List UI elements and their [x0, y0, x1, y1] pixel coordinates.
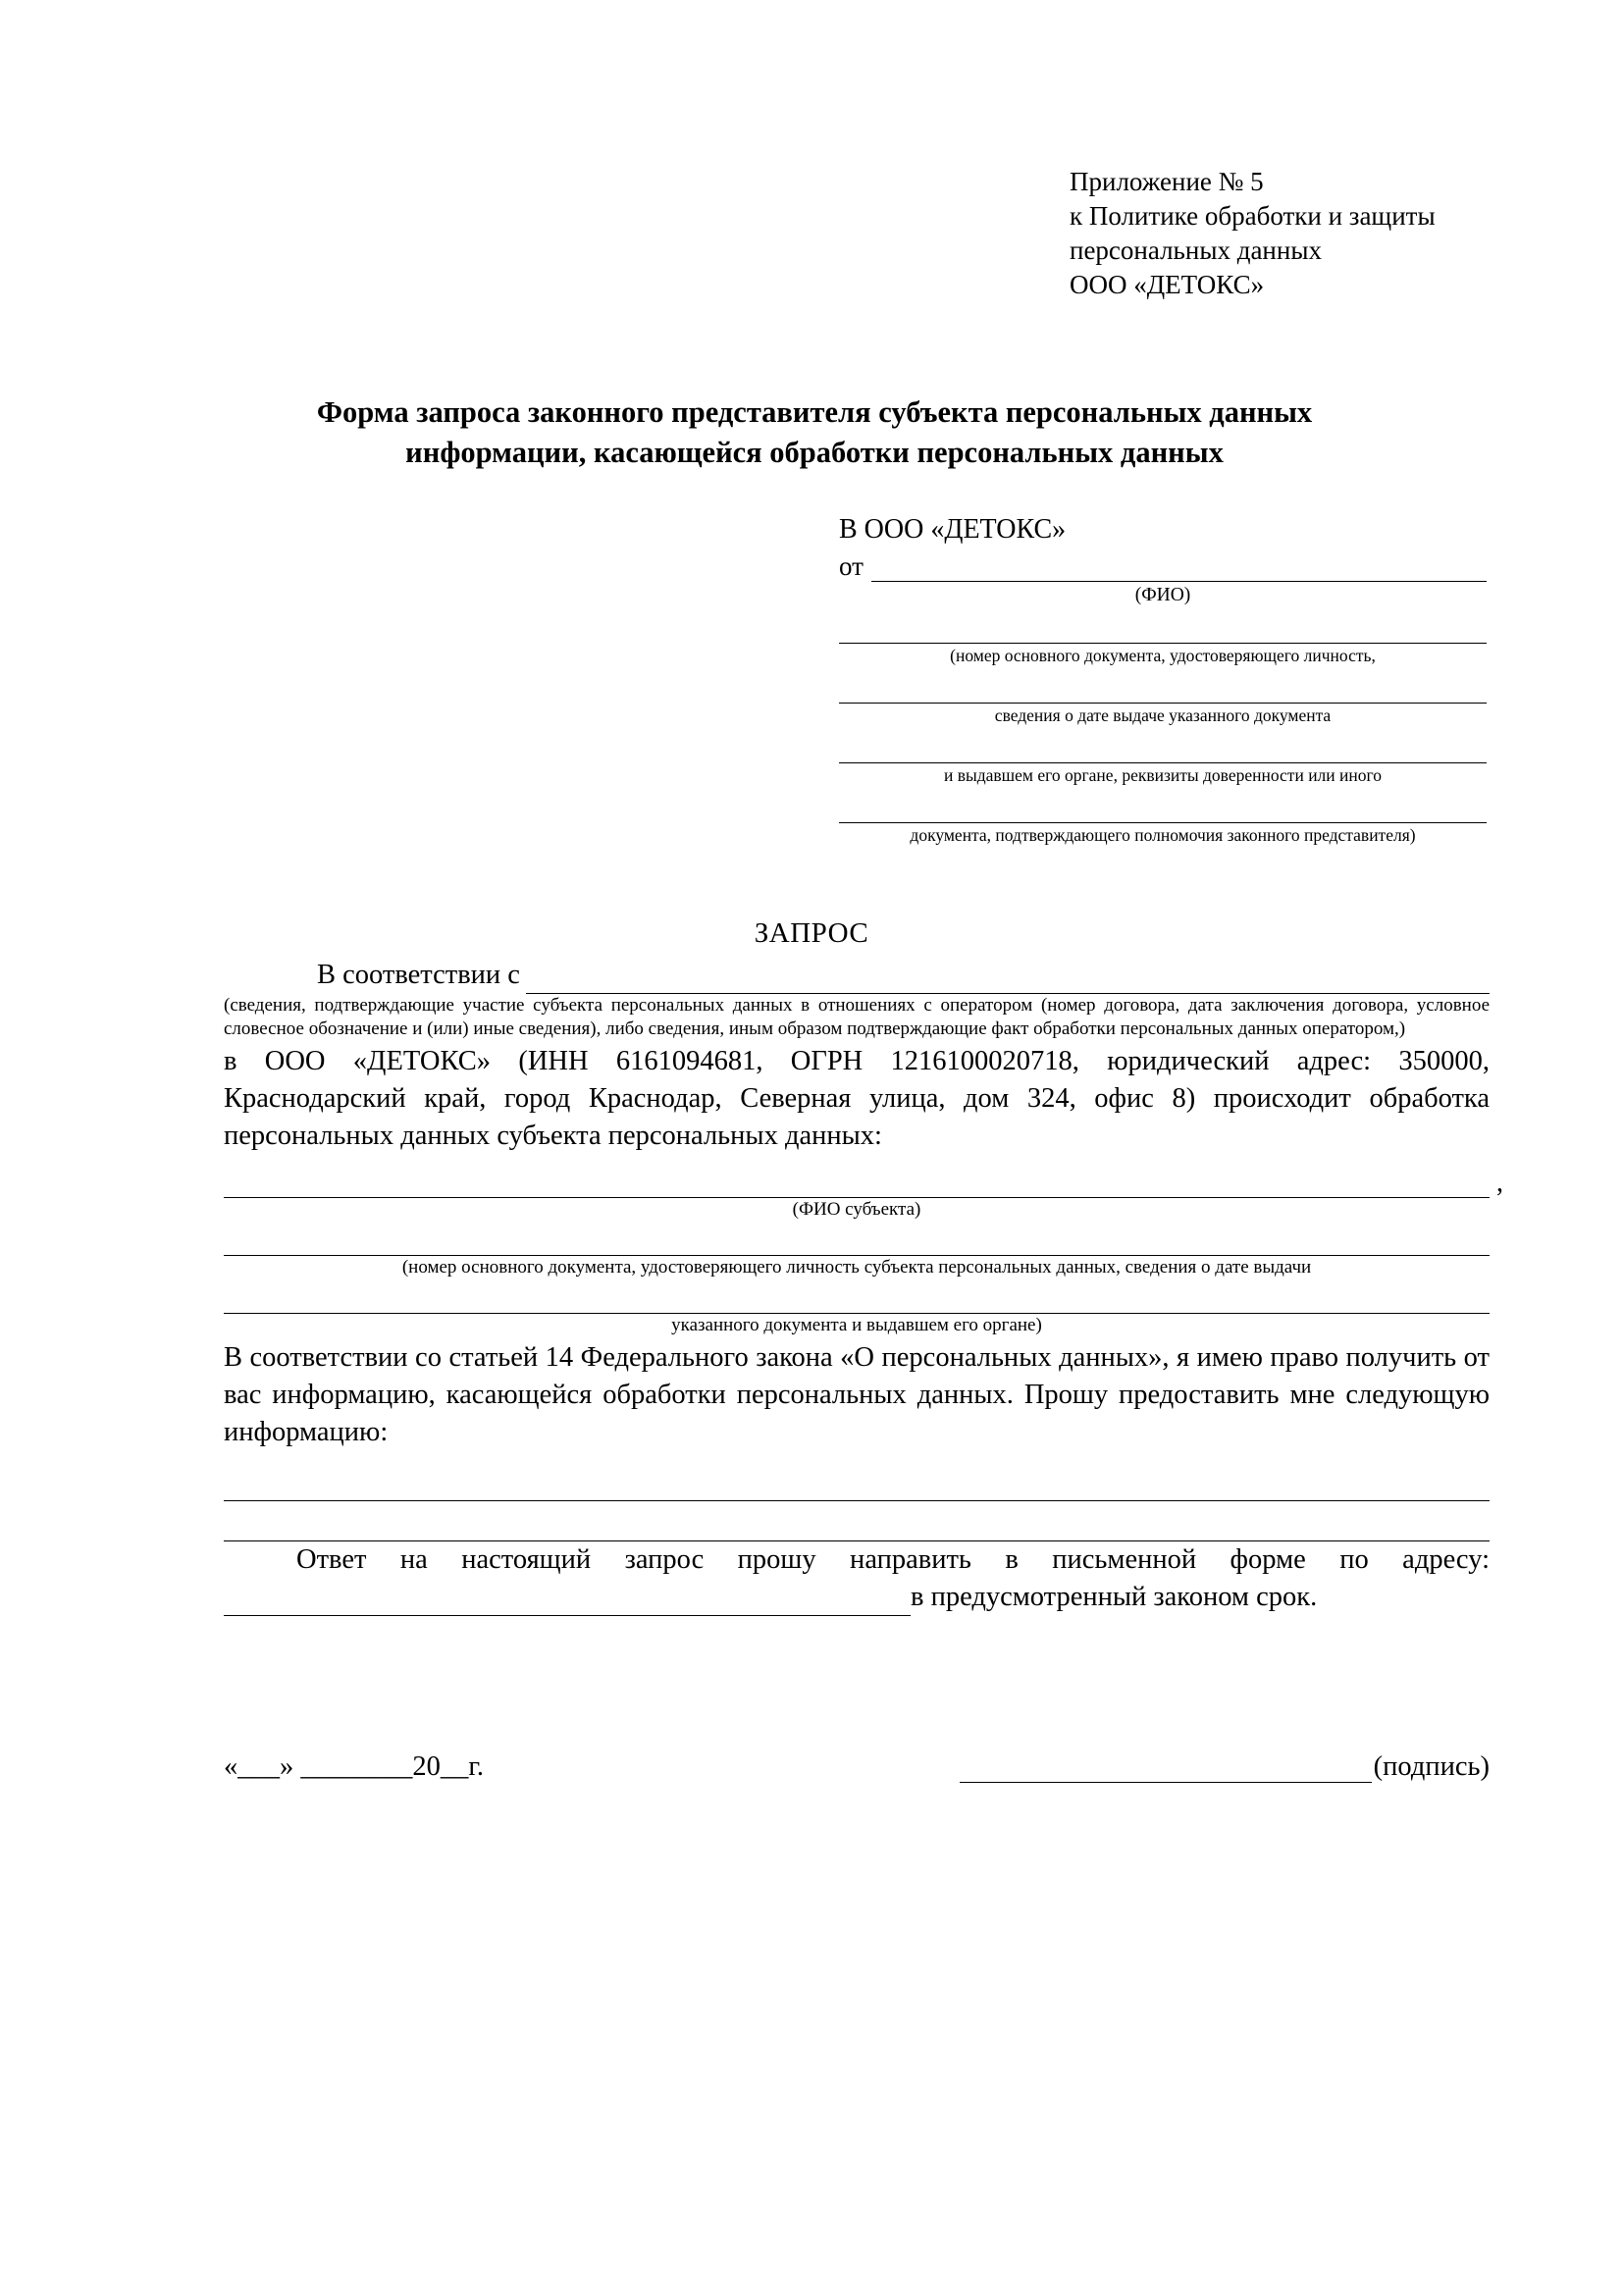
subject-fio-caption: (ФИО субъекта)	[792, 1199, 921, 1221]
issuer-group	[839, 733, 1487, 787]
signature-field-group	[960, 1751, 1490, 1783]
header-block	[1070, 165, 1580, 302]
from-label: от	[839, 551, 864, 581]
doc-number-input[interactable]	[839, 613, 1487, 644]
header-line-3: персональных данных	[1070, 235, 1322, 266]
doc-number-group	[839, 613, 1487, 667]
requested-info-input-2[interactable]	[224, 1507, 1490, 1541]
page-title-line-1: Форма запроса законного представителя субъекта персональных данных	[316, 395, 1313, 429]
requested-info-input-1[interactable]	[224, 1467, 1490, 1501]
fio-caption: (ФИО)	[1134, 585, 1191, 605]
subject-doc-input[interactable]	[224, 1222, 1490, 1256]
authority-caption: документа, подтверждающего полномочия законного представителя)	[910, 825, 1416, 845]
answer-paragraph: Ответ на настоящий запрос прошу направить в письменной форме по адресу:	[296, 1543, 1490, 1575]
header-line-2: к Политике обработки и защиты	[1070, 201, 1436, 232]
date-field[interactable]: «___» ________20__г.	[224, 1751, 484, 1782]
body-area	[224, 957, 1503, 1616]
issue-date-caption: сведения о дате выдаче указанного документа	[994, 705, 1332, 726]
authority-group	[839, 793, 1487, 847]
intro-input[interactable]	[526, 969, 1490, 994]
signature-row	[224, 1751, 1490, 1783]
page-title	[206, 392, 1423, 473]
addressee-to: В ООО «ДЕТОКС»	[839, 514, 1067, 545]
issuer-caption: и выдавшем его органе, реквизиты доверенности или иного	[943, 765, 1383, 786]
answer-tail: в предусмотренный законом срок.	[911, 1581, 1318, 1612]
from-fio-input[interactable]	[871, 559, 1487, 582]
intro-caption: (сведения, подтверждающие участие субъекта персональных данных в отношениях с оператором (номер договора, дата заключения договора, условное словесное обозначение и (или) иные сведения), либо сведения, иным образом подтверждающие факт обработки персональных данных оператором,)	[224, 994, 1490, 1039]
request-heading: ЗАПРОС	[754, 917, 869, 949]
authority-input[interactable]	[839, 793, 1487, 823]
signature-caption: (подпись)	[1373, 1751, 1490, 1782]
rights-paragraph: В соответствии со статьей 14 Федерального закона «О персональных данных», я имею право получить от вас информацию, касающейся обработки персональных данных. Прошу предоставить мне следующую информацию:	[224, 1342, 1490, 1448]
subject-doc-caption-2: указанного документа и выдавшем его органе)	[671, 1315, 1042, 1336]
subject-doc-input-2[interactable]	[224, 1279, 1490, 1314]
operator-paragraph: в ООО «ДЕТОКС» (ИНН 6161094681, ОГРН 1216100020718, юридический адрес: 350000, Краснодарский край, город Краснодар, Северная улица, дом 324, офис 8) происходит обработка персональных данных субъекта персональных данных:	[224, 1045, 1490, 1151]
page-title-line-2: информации, касающейся обработки персональных данных	[405, 436, 1224, 470]
signature-input[interactable]	[960, 1758, 1372, 1783]
header-line-1: Приложение № 5	[1070, 167, 1264, 196]
issue-date-group	[839, 673, 1487, 727]
from-row	[839, 551, 1487, 582]
answer-address-input[interactable]	[224, 1590, 911, 1616]
doc-number-caption: (номер основного документа, удостоверяющего личность,	[950, 646, 1376, 666]
issue-date-input[interactable]	[839, 673, 1487, 704]
comma-mark: ,	[1496, 1168, 1503, 1199]
subject-fio-input[interactable]	[224, 1164, 1503, 1199]
subject-doc-caption: (номер основного документа, удостоверяющего личность субъекта персональных данных, сведения о дате выдачи	[401, 1257, 1312, 1278]
header-line-4: ООО «ДЕТОКС»	[1070, 270, 1265, 300]
answer-address-row	[224, 1579, 1490, 1616]
intro-label: В соответствии с	[317, 960, 520, 990]
intro-row	[224, 957, 1490, 994]
addressee-block	[839, 514, 1487, 847]
issuer-input[interactable]	[839, 733, 1487, 763]
